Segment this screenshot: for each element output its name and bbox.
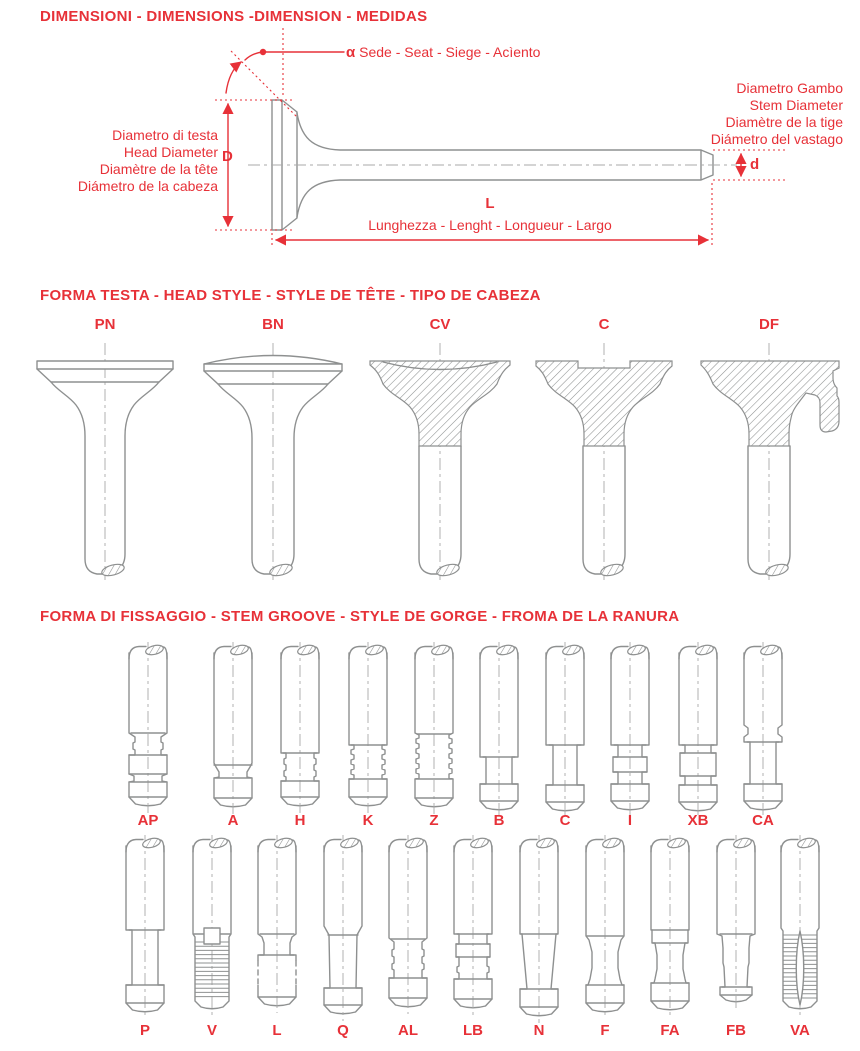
stem-groove-label: AL [398,1022,418,1039]
stem-groove-label: AP [137,812,159,829]
stem-groove-label: B [493,812,505,829]
length-label: Lunghezza - Lenght - Longueur - Largo [368,217,612,233]
head-style-label: DF [759,316,779,333]
stem-groove-label: N [533,1022,545,1039]
stem-diameter-line: Diametro Gambo [736,80,843,96]
stem-groove-label: LB [463,1022,483,1039]
head-style-label: PN [94,316,116,333]
head-diameter-label [30,127,218,195]
stem-groove-label: C [559,812,571,829]
stem-groove-label: L [272,1022,282,1039]
head-diameter-line: Diametro di testa [112,127,218,143]
stem-groove-label: FA [660,1022,680,1039]
stem-diameter-line: Stem Diameter [749,97,843,113]
stem-groove-label: A [227,812,239,829]
head-style-label: BN [262,316,284,333]
seat-label-text: Sede - Seat - Siege - Acìento [359,44,541,60]
head-style-label: CV [429,316,451,333]
stem-diameter-label [598,80,843,148]
stem-groove-label: FB [726,1022,746,1039]
stem-diameter-line: Diamètre de la tige [725,114,843,130]
stem-diameter-line: Diámetro del vastago [710,131,843,147]
stem-groove-label: V [206,1022,217,1039]
stem-groove-label: XB [687,812,709,829]
length-symbol: L [485,195,495,212]
stem-groove-label: VA [790,1022,810,1039]
stem-groove-label: K [362,812,374,829]
stem-groove-title: FORMA DI FISSAGGIO - STEM GROOVE - STYLE DE GORGE - FROMA DE LA RANURA [40,608,680,625]
stem-groove-label: F [600,1022,610,1039]
stem-diameter-symbol: d [750,156,760,173]
head-diameter-line: Diámetro de la cabeza [77,178,218,194]
stem-groove-label: Q [337,1022,349,1039]
head-style-title: FORMA TESTA - HEAD STYLE - STYLE DE TÊTE - TIPO DE CABEZA [40,287,541,304]
head-diameter-line: Diamètre de la tête [99,161,218,177]
stem-groove-label: I [627,812,633,829]
head-style-label: C [598,316,610,333]
seat-angle-label [346,44,540,61]
stem-groove-label: Z [429,812,439,829]
head-diameter-symbol: D [222,148,233,165]
dimensions-title: DIMENSIONI - DIMENSIONS -DIMENSION - MEDIDAS [40,8,428,25]
stem-groove-label: CA [752,812,774,829]
stem-groove-label: P [139,1022,150,1039]
stem-groove-label: H [294,812,306,829]
alpha-symbol: α [346,44,356,61]
head-diameter-line: Head Diameter [123,144,218,160]
